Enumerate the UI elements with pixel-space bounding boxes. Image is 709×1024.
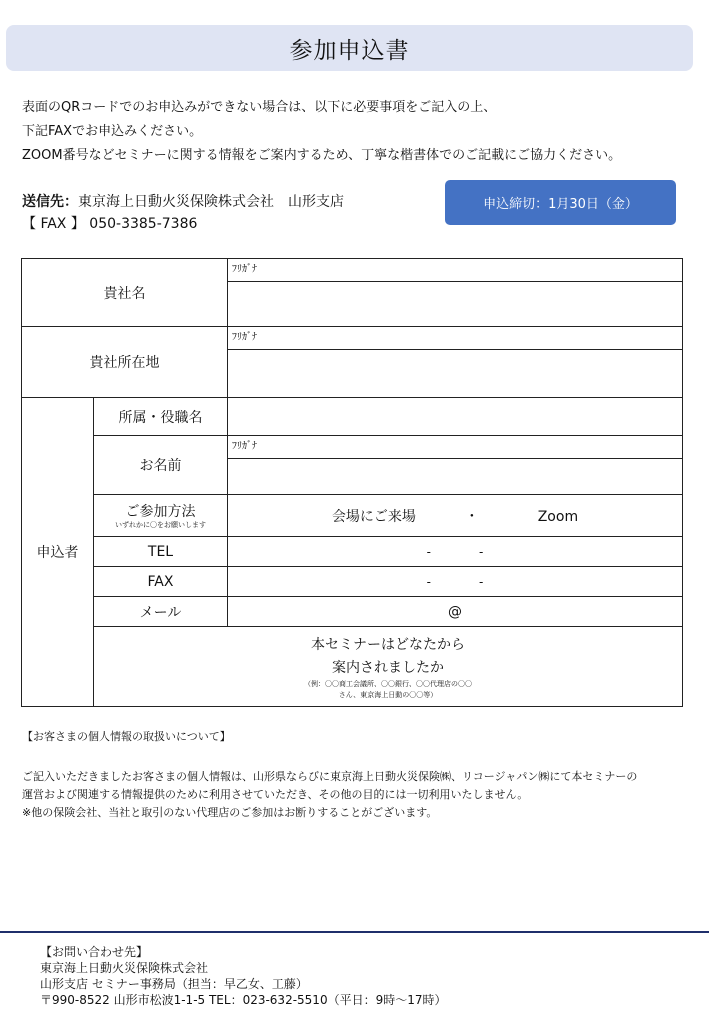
- option-separator: ・: [464, 508, 479, 525]
- company-address-label: 貴社所在地: [22, 327, 228, 398]
- contact-office: 山形支店 セミナー事務局（担当：早乙女、工藤）: [40, 977, 308, 991]
- page-title: 参加申込書: [289, 37, 410, 64]
- name-label: お名前: [94, 436, 228, 495]
- send-to-block: [22, 191, 344, 235]
- fax-field[interactable]: - -: [228, 567, 683, 597]
- fax-label: 【 FAX 】: [22, 216, 85, 232]
- contact-address: 〒990-8522 山形市松波1-1-5 TEL：023-632-5510（平日：9時～17時）: [40, 993, 447, 1007]
- option-venue[interactable]: 会場にご来場: [331, 508, 416, 525]
- mail-field[interactable]: @: [228, 597, 683, 627]
- method-options[interactable]: [228, 495, 683, 537]
- contact-heading: 【お問い合わせ先】: [40, 945, 149, 959]
- tel-label: TEL: [94, 537, 228, 567]
- company-field[interactable]: [228, 282, 683, 327]
- method-note: いずれかに〇をお願いします: [115, 521, 206, 529]
- intro-line-3: ZOOM番号などセミナーに関する情報をご案内するため、丁寧な楷書体でのご記載にご協力ください。: [22, 148, 622, 163]
- method-label: ご参加方法 いずれかに〇をお願いします: [94, 495, 228, 537]
- address-furigana[interactable]: ﾌﾘｶﾞﾅ: [228, 327, 683, 350]
- applicant-label: 申込者: [22, 398, 94, 707]
- fax-row-label: FAX: [94, 567, 228, 597]
- send-to-label: 送信先：: [22, 194, 78, 210]
- intro-line-2: 下記FAXでお申込みください。: [22, 124, 203, 139]
- privacy-text: [22, 768, 637, 822]
- mail-label: メール: [94, 597, 228, 627]
- intro-text: [22, 96, 621, 168]
- privacy-line-3: ※他の保険会社、当社と取引のない代理店のご参加はお断りすることがございます。: [22, 806, 438, 819]
- footer-divider: [0, 931, 709, 933]
- company-furigana[interactable]: ﾌﾘｶﾞﾅ: [228, 259, 683, 282]
- name-field[interactable]: [228, 459, 683, 495]
- send-to-value: 東京海上日動火災保険株式会社 山形支店: [78, 194, 344, 210]
- name-furigana[interactable]: ﾌﾘｶﾞﾅ: [228, 436, 683, 459]
- title-banner: [6, 25, 693, 71]
- deadline-text: 申込締切：1月30日（金）: [483, 197, 638, 212]
- application-form: [21, 258, 683, 707]
- contact-info: [40, 944, 446, 1008]
- fax-number: 050-3385-7386: [89, 216, 198, 232]
- contact-company: 東京海上日動火災保険株式会社: [40, 961, 209, 975]
- referral-label: 本セミナーはどなたから 案内されましたか （例：〇〇商工会議所、〇〇銀行、〇〇代理店の〇〇 さん、東京海上日動の〇〇等）: [94, 627, 683, 707]
- tel-field[interactable]: - -: [228, 537, 683, 567]
- intro-line-1: 表面のQRコードでのお申込みができない場合は、以下に必要事項をご記入の上、: [22, 100, 497, 115]
- privacy-heading: 【お客さまの個人情報の取扱いについて】: [22, 730, 231, 743]
- department-label: 所属・役職名: [94, 398, 228, 436]
- referral-note-2: さん、東京海上日動の〇〇等）: [338, 690, 438, 699]
- deadline-badge: [445, 180, 676, 225]
- company-label: 貴社名: [22, 259, 228, 327]
- department-field[interactable]: [228, 398, 683, 436]
- company-address-field[interactable]: [228, 350, 683, 398]
- privacy-line-1: ご記入いただきましたお客さまの個人情報は、山形県ならびに東京海上日動火災保険㈱、リコージャパン㈱にて本セミナーの: [22, 770, 638, 783]
- option-zoom[interactable]: Zoom: [537, 508, 579, 525]
- referral-note-1: （例：〇〇商工会議所、〇〇銀行、〇〇代理店の〇〇: [304, 679, 472, 688]
- privacy-line-2: 運営および関連する情報提供のために利用させていただき、その他の目的には一切利用いたしません。: [22, 788, 529, 801]
